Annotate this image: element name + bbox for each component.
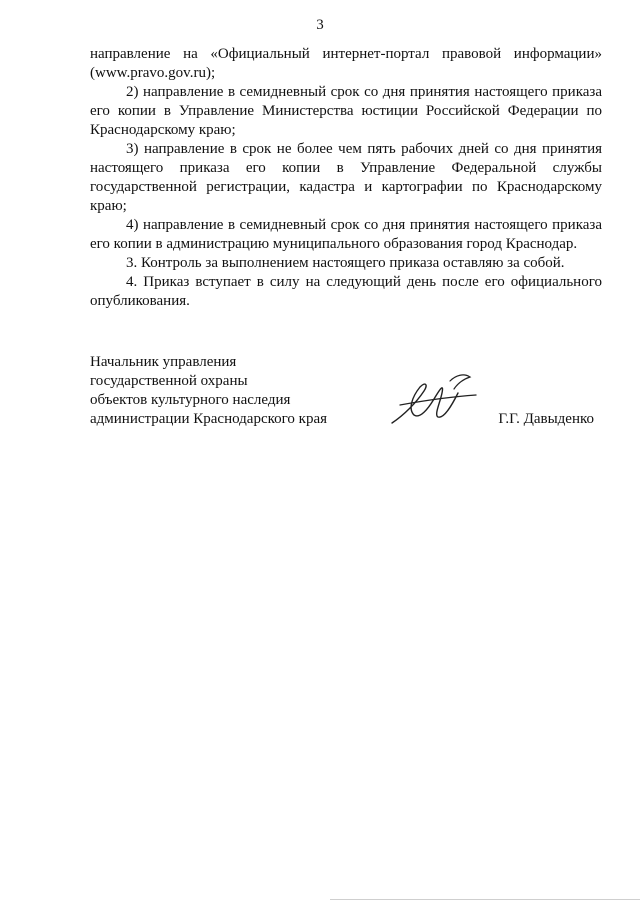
paragraph-item-4: 4) направление в семидневный срок со дня принятия настоящего приказа его копии в администрацию муниципального образования город Краснодар. — [90, 217, 602, 252]
page-number: 3 — [316, 17, 324, 33]
handwritten-signature — [386, 369, 482, 429]
signature-block — [90, 353, 602, 429]
signature-position-line: Начальник управления — [90, 354, 237, 370]
signatory-name: Г.Г. Давыденко — [498, 411, 594, 427]
paragraph-publication-portal: направление на «Официальный интернет-портал правовой информации» (www.pravo.gov.ru); — [90, 46, 602, 81]
signature-position-line: объектов культурного наследия — [90, 392, 291, 408]
document-body — [90, 45, 602, 311]
paragraph-item-3: 3) направление в срок не более чем пять рабочих дней со дня принятия настоящего приказа его копии в Управление Федеральной службы государственной регистрации, кадастра и картографии по Краснодарскому краю; — [90, 141, 602, 214]
paragraph-clause-3-control: 3. Контроль за выполнением настоящего приказа оставляю за собой. — [126, 255, 565, 271]
scan-edge-line — [330, 899, 640, 900]
signature-position-line: администрации Краснодарского края — [90, 411, 328, 427]
paragraph-clause-4-effect: 4. Приказ вступает в силу на следующий день после его официального опубликования. — [90, 274, 602, 309]
paragraph-item-2: 2) направление в семидневный срок со дня принятия настоящего приказа его копии в Управление Министерства юстиции Российской Федерации по Краснодарскому краю; — [90, 84, 602, 138]
signature-position-line: государственной охраны — [90, 373, 248, 389]
